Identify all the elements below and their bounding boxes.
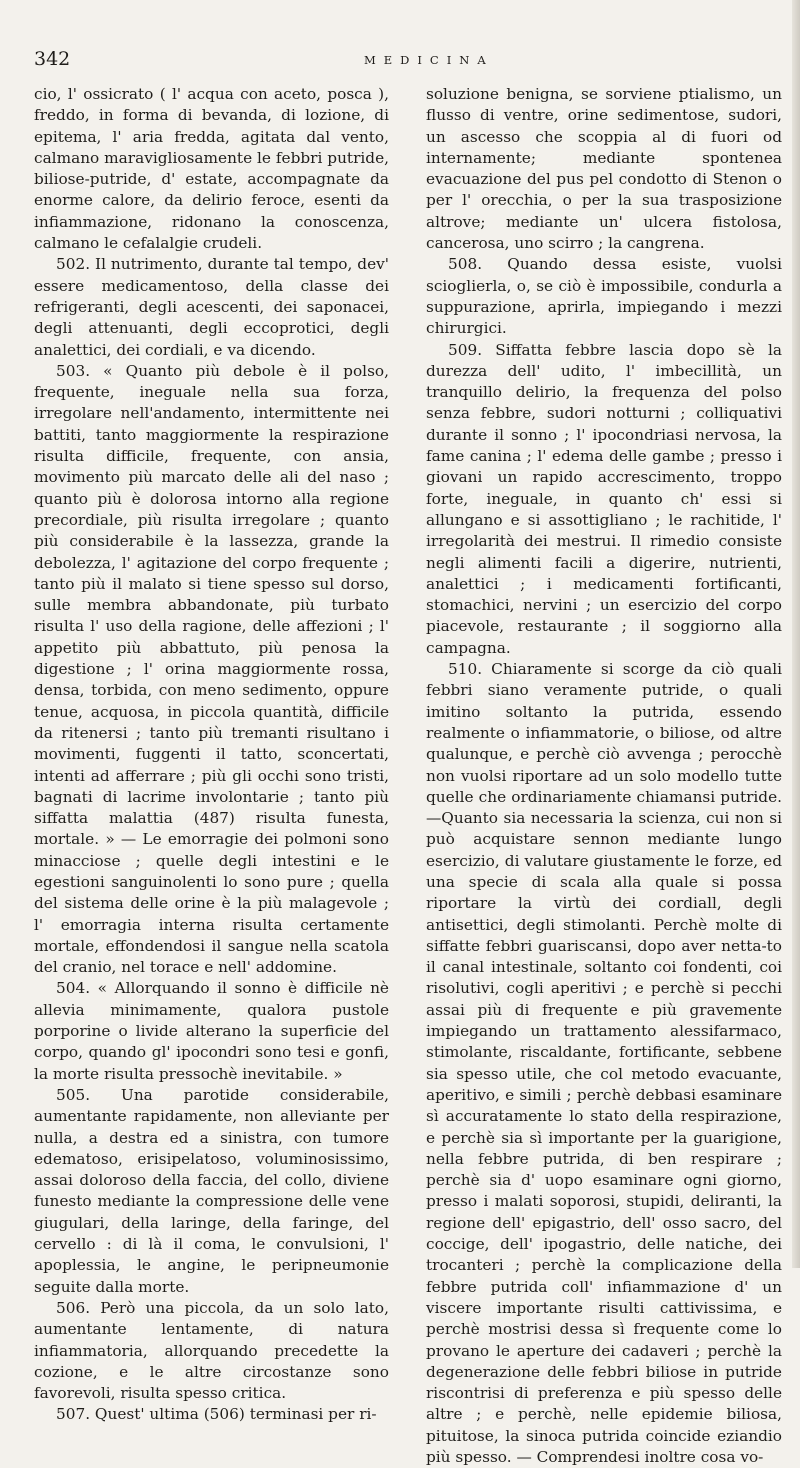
paragraph-502: 502. Il nutrimento, durante tal tempo, dev' essere medicamentoso, della classe dei refrigeranti, degli acescenti, dei saponacei, degli attenuanti, degli eccoprotici, degli analettici, dei cordiali, e va dicendo. — [34, 255, 389, 359]
paragraph-508: 508. Quando dessa esiste, vuolsi scioglierla, o, se ciò è impossibile, condurla a suppurazione, aprirla, impiegando i mezzi chirurgici. — [426, 255, 782, 338]
page-header — [34, 48, 770, 72]
running-head: MEDICINA — [364, 53, 494, 67]
paragraph-507: 507. Quest' ultima (506) terminasi per ri- — [56, 1405, 377, 1424]
paragraph-continuation: cio, l' ossicrato ( l' acqua con aceto, posca ), freddo, in forma di bevanda, di lozione, di epitema, l' aria fredda, agitata dal vento, calmano maravigliosamente le febbri putride, biliose-putride, d' estate, accompagnate da enorme calore, da delirio feroce, esenti da infiammazione, ridonano la conoscenza, calmano le cefalalgie crudeli. — [34, 85, 389, 253]
right-column — [426, 84, 782, 1468]
page-edge-shadow — [792, 0, 800, 1268]
paragraph-505: 505. Una parotide considerabile, aumentante rapidamente, non alleviante per nulla, a destra ed a sinistra, con tumore edematoso, erisipelatoso, voluminosissimo, assai doloroso della faccia, del collo, diviene funesto mediante la compressione delle vene giugulari, della laringe, della faringe, del cervello : di là il coma, le convulsioni, l' apoplessia, le angine, le peripneumonie seguite dalla morte. — [34, 1085, 389, 1296]
paragraph-506: 506. Però una piccola, da un solo lato, aumentante lentamente, di natura infiammatoria, allorquando precedette la cozione, e le altre circostanze sono favorevoli, risulta spesso critica. — [34, 1298, 389, 1403]
paragraph-504: 504. « Allorquando il sonno è difficile nè allevia minimamente, qualora pustole porporine o livide alterano la superficie del corpo, quando gl' ipocondri sono tesi e gonfi, la morte risulta pressochè inevitabile. » — [34, 979, 389, 1083]
paragraph-510: 510. Chiaramente si scorge da ciò quali febbri siano veramente putride, o quali imitino soltanto la putrida, essendo realmente o infiammatorie, o biliose, od altre qualunque, e perchè ciò avvenga ; perocchè non vuolsi riportare ad un solo modello tutte quelle che ordinariamente chiamansi putride. —Quanto sia necessaria la scienza, cui non si può acquistare sennon mediante lungo esercizio, di valutare giustamente le forze, ed una specie di scala alla quale si possa riportare la virtù dei cordiall, degli antisettici, degli stimolanti. Perchè molte di siffatte febbri guariscansi, dopo aver netta-to il canal intestinale, soltanto coi fondenti, coi risolutivi, cogli aperitivi ; e perchè si pecchi assai più di frequente e più gravemente impiegando un trattamento alessifarmaco, stimolante, riscaldante, fortificante, sebbene sia spesso utile, che col metodo evacuante, aperitivo, e simili ; perchè debbasi esaminare sì accuratamente lo stato della respirazione, e perchè sia sì importante per la guarigione, nella febbre putrida, di ben respirare ; perchè sia d' uopo esaminare ogni giorno, presso i malati soporosi, stupidi, deliranti, la regione dell' epigastrio, dell' osso sacro, del coccige, dell' ipogastrio, delle natiche, dei trocanteri ; perchè la complicazione della febbre putrida coll' infiammazione d' un viscere importante risulti cattivissima, e perchè mostrisi dessa sì frequente come lo provano le aperture dei cadaveri ; perchè la degenerazione delle febbri biliose in putride riscontrisi di preferenza e più spesso delle altre ; e perchè, nelle epidemie biliosa, pituitose, la sinoca putrida coincide eziandio più spesso. — Comprendesi inoltre cosa vo- — [426, 660, 782, 1466]
left-column — [34, 84, 389, 1426]
paragraph-503: 503. « Quanto più debole è il polso, frequente, ineguale nella sua forza, irregolare nell'andamento, intermittente nei battiti, tanto maggiormente la respirazione risulta difficile, frequente, con ansia, movimento più marcato delle ali del naso ; quanto più è dolorosa intorno alla regione precordiale, più risulta irregolare ; quanto più considerabile è la lassezza, grande la debolezza, l' agitazione del corpo frequente ; tanto più il malato si tiene spesso sul dorso, sulle membra abbandonate, più turbato risulta l' uso della ragione, delle affezioni ; l' appetito più abbattuto, più penosa la digestione ; l' orina maggiormente rossa, densa, torbida, con meno sedimento, oppure tenue, acquosa, in piccola quantità, difficile da ritenersi ; tanto più tremanti risultano i movimenti, fuggenti il tatto, sconcertati, intenti ad afferrare ; più gli occhi sono tristi, bagnati di lacrime involontarie ; tanto più siffatta malattia (487) risulta funesta, mortale. » — Le emorragie dei polmoni sono minacciose ; quelle degli intestini e le egestioni sanguinolenti lo sono pure ; quella del sistema delle orine è la più malagevole ; l' emorragia interna risulta certamente mortale, effondendosi il sangue nella scatola del cranio, nel torace e nell' addomine. — [34, 361, 389, 977]
page-number: 342 — [34, 48, 71, 70]
paragraph-509: 509. Siffatta febbre lascia dopo sè la durezza dell' udito, l' imbecillità, un tranquillo delirio, la frequenza del polso senza febbre, sudori notturni ; colliquativi durante il sonno ; l' ipocondriasi nervosa, la fame canina ; l' edema delle gambe ; presso i giovani un rapido accrescimento, troppo forte, ineguale, in quanto ch' essi si allungano e si assottigliano ; le rachitide, l' irregolarità dei mestrui. Il rimedio consiste negli alimenti facili a digerire, nutrienti, analettici ; i medicamenti fortificanti, stomachici, nervini ; un esercizio del corpo piacevole, restaurante ; il soggiorno alla campagna. — [426, 340, 782, 657]
paragraph-507-continuation: soluzione benigna, se sorviene ptialismo, un flusso di ventre, orine sedimentose, sudori, un ascesso che scoppia al di fuori od internamente; mediante spontenea evacuazione del pus pel condotto di Stenon o per l' orecchia, o per la sua trasposizione altrove; mediante un' ulcera fistolosa, cancerosa, uno scirro ; la cangrena. — [426, 85, 782, 253]
